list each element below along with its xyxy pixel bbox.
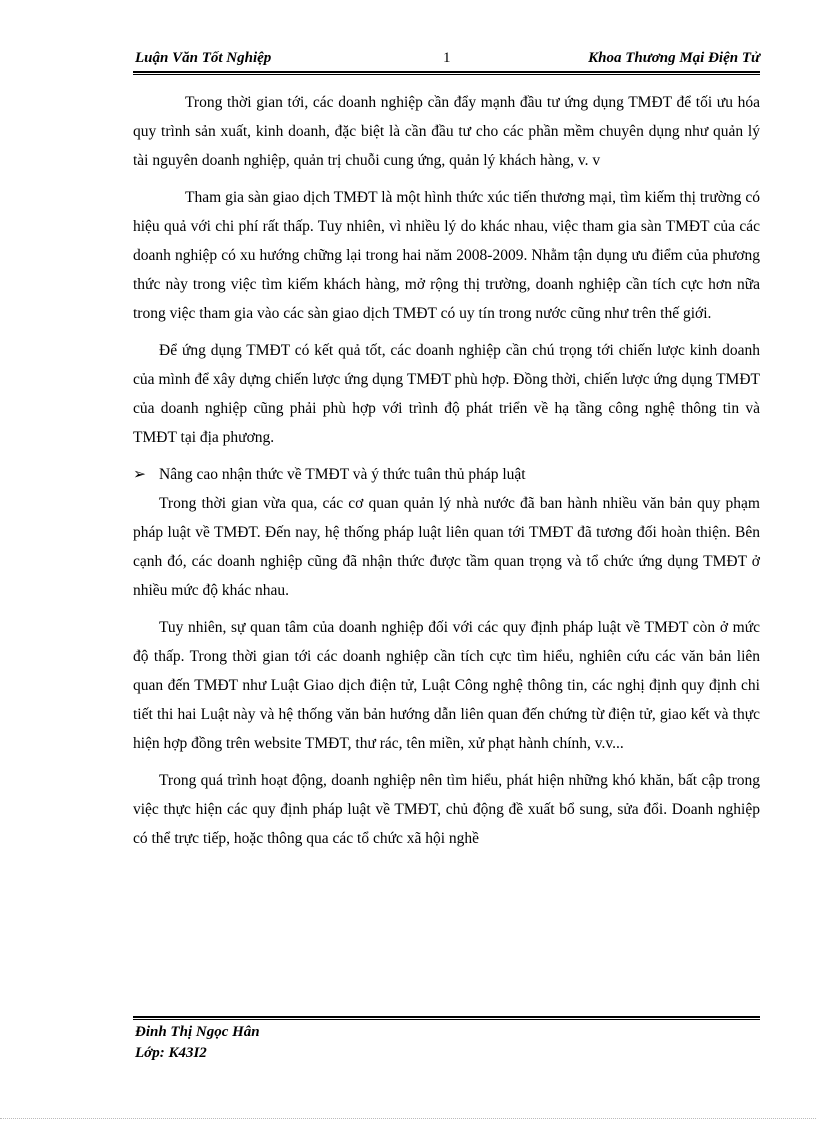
footer-class: Lớp: K43I2 (135, 1045, 207, 1061)
paragraph-2: Tham gia sàn giao dịch TMĐT là một hình thức xúc tiến thương mại, tìm kiếm thị trường có hiệu quả với chi phí rất thấp. Tuy nhiên, vì nhiều lý do khác nhau, việc tham gia sàn TMĐT của các doanh nghiệp có xu hướng chững lại trong hai năm 2008-2009. Nhằm tận dụng ưu điểm của phương thức này trong việc tìm kiếm khách hàng, mở rộng thị trường, doanh nghiệp cần tích cực hơn nữa trong việc tham gia vào các sàn giao dịch TMĐT có uy tín trong nước cũng như trên thế giới. (133, 189, 760, 322)
paragraph-3: Để ứng dụng TMĐT có kết quả tốt, các doanh nghiệp cần chú trọng tới chiến lược kinh doanh của mình để xây dựng chiến lược ứng dụng TMĐT phù hợp. Đồng thời, chiến lược ứng dụng TMĐT của doanh nghiệp cũng phải phù hợp với trình độ phát triển về hạ tầng công nghệ thông tin và TMĐT tại địa phương. (133, 342, 760, 446)
page-footer (135, 1022, 260, 1064)
paragraph-5: Tuy nhiên, sự quan tâm của doanh nghiệp đối với các quy định pháp luật về TMĐT còn ở mức độ thấp. Trong thời gian tới các doanh nghiệp cần tích cực tìm hiểu, nghiên cứu các văn bản liên quan đến TMĐT như Luật Giao dịch điện tử, Luật Công nghệ thông tin, các nghị định quy định chi tiết thi hai Luật này và hệ thống văn bản hướng dẫn liên quan đến chứng từ điện tử, giao kết và thực hiện hợp đồng trên website TMĐT, thư rác, tên miền, xử phạt hành chính, v.v... (133, 619, 760, 752)
bullet-heading-text: Nâng cao nhận thức về TMĐT và ý thức tuân thủ pháp luật (159, 466, 526, 483)
page-number: 1 (443, 50, 451, 66)
header-rule (133, 71, 760, 75)
header-thesis-title: Luận Văn Tốt Nghiệp (135, 50, 272, 66)
page-edge-divider (0, 1118, 816, 1119)
footer-rule (133, 1016, 760, 1020)
page-header (133, 48, 760, 70)
header-faculty: Khoa Thương Mại Điện Tử (588, 50, 760, 66)
paragraph-6: Trong quá trình hoạt động, doanh nghiệp nên tìm hiểu, phát hiện những khó khăn, bất cập trong việc thực hiện các quy định pháp luật về TMĐT, chủ động đề xuất bổ sung, sửa đổi. Doanh nghiệp có thể trực tiếp, hoặc thông qua các tổ chức xã hội nghề (133, 772, 760, 847)
document-body (133, 88, 760, 853)
footer-author: Đinh Thị Ngọc Hân (135, 1024, 260, 1040)
bullet-heading (133, 460, 760, 489)
arrow-bullet-icon: ➢ (133, 466, 146, 483)
paragraph-1: Trong thời gian tới, các doanh nghiệp cần đẩy mạnh đầu tư ứng dụng TMĐT để tối ưu hóa quy trình sản xuất, kinh doanh, đặc biệt là cần đầu tư cho các phần mềm chuyên dụng như quản lý tài nguyên doanh nghiệp, quản trị chuỗi cung ứng, quản lý khách hàng, v. v (133, 94, 760, 169)
paragraph-4: Trong thời gian vừa qua, các cơ quan quản lý nhà nước đã ban hành nhiều văn bản quy phạm pháp luật về TMĐT. Đến nay, hệ thống pháp luật liên quan tới TMĐT đã tương đối hoàn thiện. Bên cạnh đó, các doanh nghiệp cũng đã nhận thức được tầm quan trọng và tổ chức ứng dụng TMĐT ở nhiều mức độ khác nhau. (133, 495, 760, 599)
